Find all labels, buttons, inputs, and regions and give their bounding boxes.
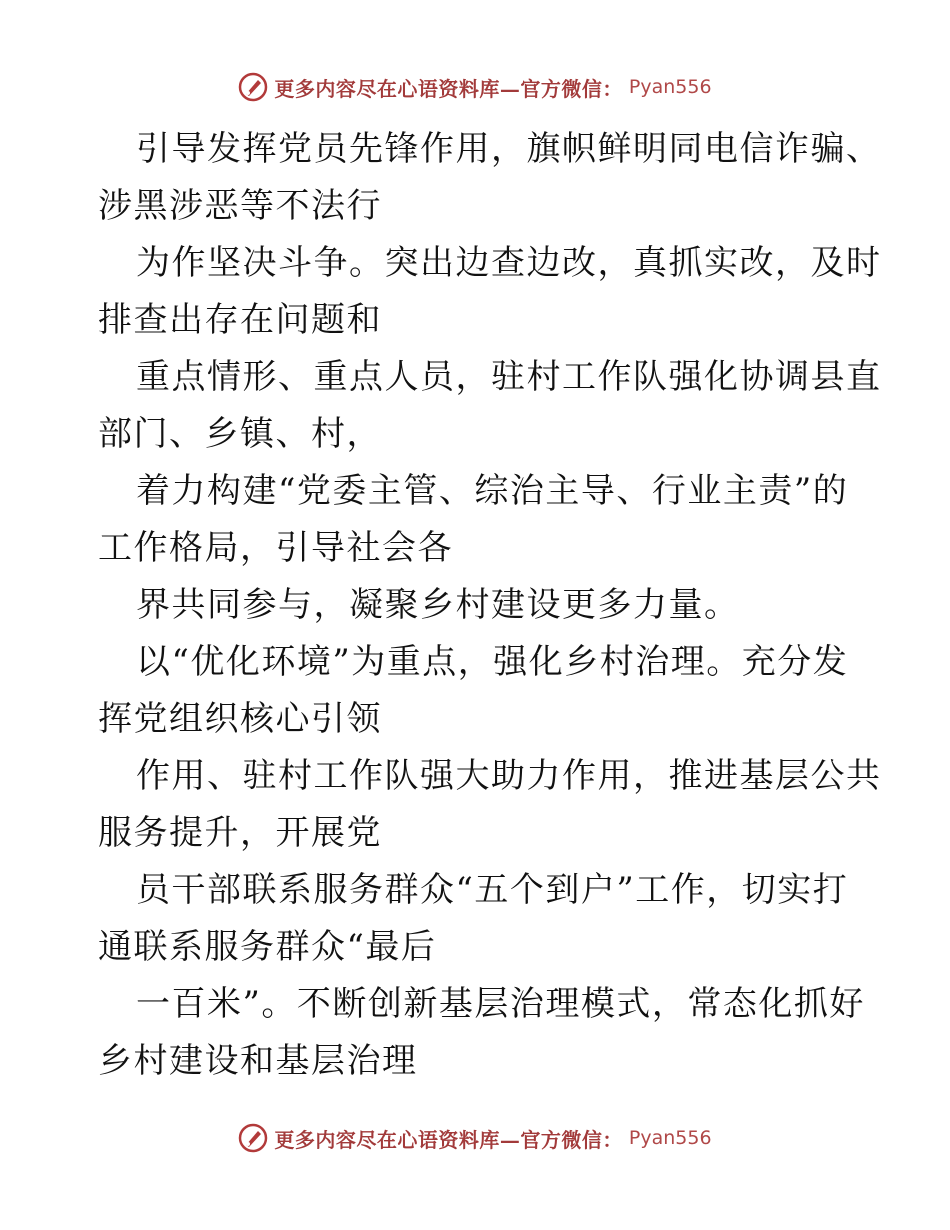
body-line: 员干部联系服务群众“五个到户”工作，切实打 (136, 870, 849, 910)
body-line: 以“优化环境”为重点，强化乡村治理。充分发 (136, 642, 849, 682)
body-line: 涉黑涉恶等不法行 (98, 186, 382, 226)
body-line: 引导发挥党员先锋作用，旗帜鲜明同电信诈骗、 (136, 129, 882, 169)
body-line: 排查出存在问题和 (98, 300, 382, 340)
body-line: 挥党组织核心引领 (98, 699, 382, 739)
document-body (98, 121, 882, 1090)
header-banner-text: 更多内容尽在心语资料库—官方微信： (274, 76, 623, 101)
body-line: 工作格局，引导社会各 (98, 528, 453, 568)
header-banner (0, 72, 950, 102)
body-line: 通联系服务群众“最后 (98, 927, 437, 967)
body-line: 一百米”。不断创新基层治理模式，常态化抓好 (136, 984, 865, 1024)
header-wechat-id: Pyan556 (628, 76, 712, 98)
body-line: 重点情形、重点人员，驻村工作队强化协调县直 (136, 357, 882, 397)
body-line: 为作坚决斗争。突出边查边改，真抓实改，及时 (136, 243, 882, 283)
body-line: 界共同参与，凝聚乡村建设更多力量。 (136, 585, 740, 625)
body-line: 着力构建“党委主管、综治主导、行业主责”的 (136, 471, 849, 511)
footer-wechat-id: Pyan556 (628, 1127, 712, 1149)
body-line: 乡村建设和基层治理 (98, 1041, 418, 1081)
footer-banner-text: 更多内容尽在心语资料库—官方微信： (274, 1127, 623, 1152)
body-line: 服务提升，开展党 (98, 813, 382, 853)
pen-nib-logo-icon (238, 72, 268, 102)
body-line: 作用、驻村工作队强大助力作用，推进基层公共 (136, 756, 882, 796)
footer-banner (0, 1123, 950, 1153)
body-line: 部门、乡镇、村， (98, 414, 382, 454)
pen-nib-logo-icon (238, 1123, 268, 1153)
